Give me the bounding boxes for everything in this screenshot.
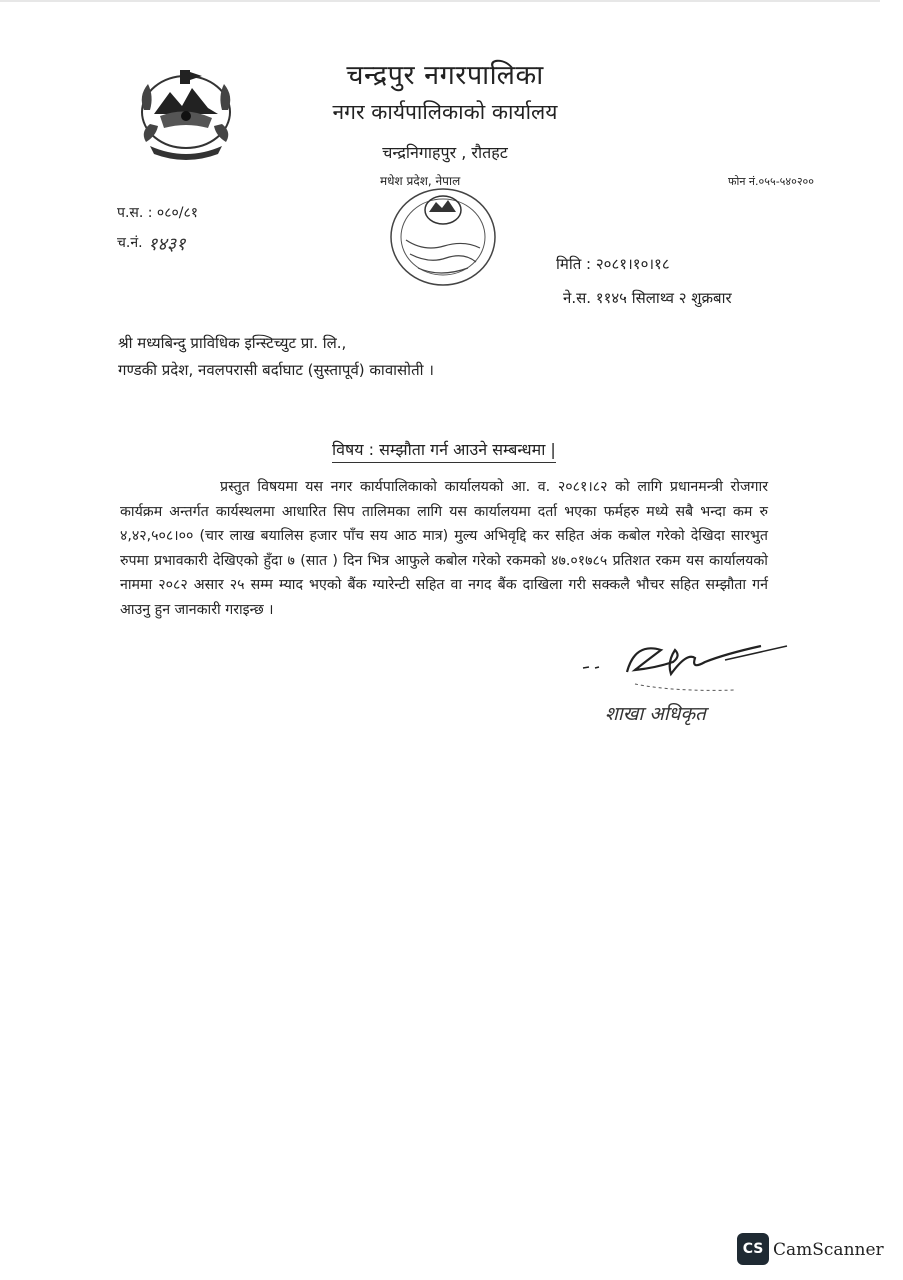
office-state: मधेश प्रदेश, नेपाल — [380, 174, 461, 188]
letter-subject: विषय : सम्झौता गर्न आउने सम्बन्धमा | — [332, 438, 556, 463]
office-stamp-icon — [384, 182, 502, 292]
scan-edge-line — [0, 0, 880, 2]
recipient-address: गण्डकी प्रदेश, नवलपरासी बर्दाघाट (सुस्तापूर्व) कावासोती । — [118, 361, 434, 379]
reference-number: प.स. : ०८०/८१ — [117, 205, 199, 221]
camscanner-logo-icon: CS — [737, 1233, 769, 1265]
recipient-name: श्री मध्यबिन्दु प्राविधिक इन्स्टिच्युट प्रा. लि., — [118, 334, 347, 352]
dispatch-number-handwritten: १४३१ — [148, 234, 186, 255]
nepal-sambat-date: ने.स. ११४५ सिलाथ्व २ शुक्रबार — [563, 289, 732, 307]
nepal-emblem-icon — [130, 66, 242, 160]
office-name: चन्द्रपुर नगरपालिका — [346, 60, 544, 91]
letter-date: मिति : २०८१।१०।१८ — [556, 255, 670, 273]
camscanner-watermark: CamScanner — [773, 1240, 884, 1260]
office-location: चन्द्रनिगाहपुर , रौतहट — [382, 143, 508, 162]
dispatch-number-label: च.नं. — [117, 235, 143, 251]
letter-body: प्रस्तुत विषयमा यस नगर कार्यपालिकाको कार्यालयको आ. व. २०८१।८२ को लागि प्रधानमन्त्री रोजगार कार्यक्रम अन्तर्गत कार्यस्थलमा आधारित सिप तालिमका लागि यस कार्यालयमा दर्ता भएका फर्महरु मध्ये सबै भन्दा कम रु ४,४२,५०८।०० (चार लाख बयालिस हजार पाँच सय आठ मात्र) मुल्य अभिवृद्दि कर सहित अंक कबोल गरेको देखिदा सारभुत रुपमा प्रभावकारी देखिएको हुँदा ७ (सात ) दिन भित्र आफुले कबोल गरेको रकमको ४७.०१७८५ प्रतिशत रकम यस कार्यालयको नाममा २०८२ असार २५ सम्म म्याद भएको बैंक ग्यारेन्टी सहित वा नगद बैंक दाखिला गरी सक्कलै भौचर सहित सम्झौता गर्न आउनु हुन जानकारी गराइन्छ । — [120, 479, 768, 618]
phone-number: फोन नं.०५५-५४०२०० — [728, 175, 814, 188]
signatory-designation: शाखा अधिकृत — [605, 703, 706, 725]
signature-icon — [575, 632, 795, 704]
office-subtitle: नगर कार्यपालिकाको कार्यालय — [332, 100, 558, 124]
